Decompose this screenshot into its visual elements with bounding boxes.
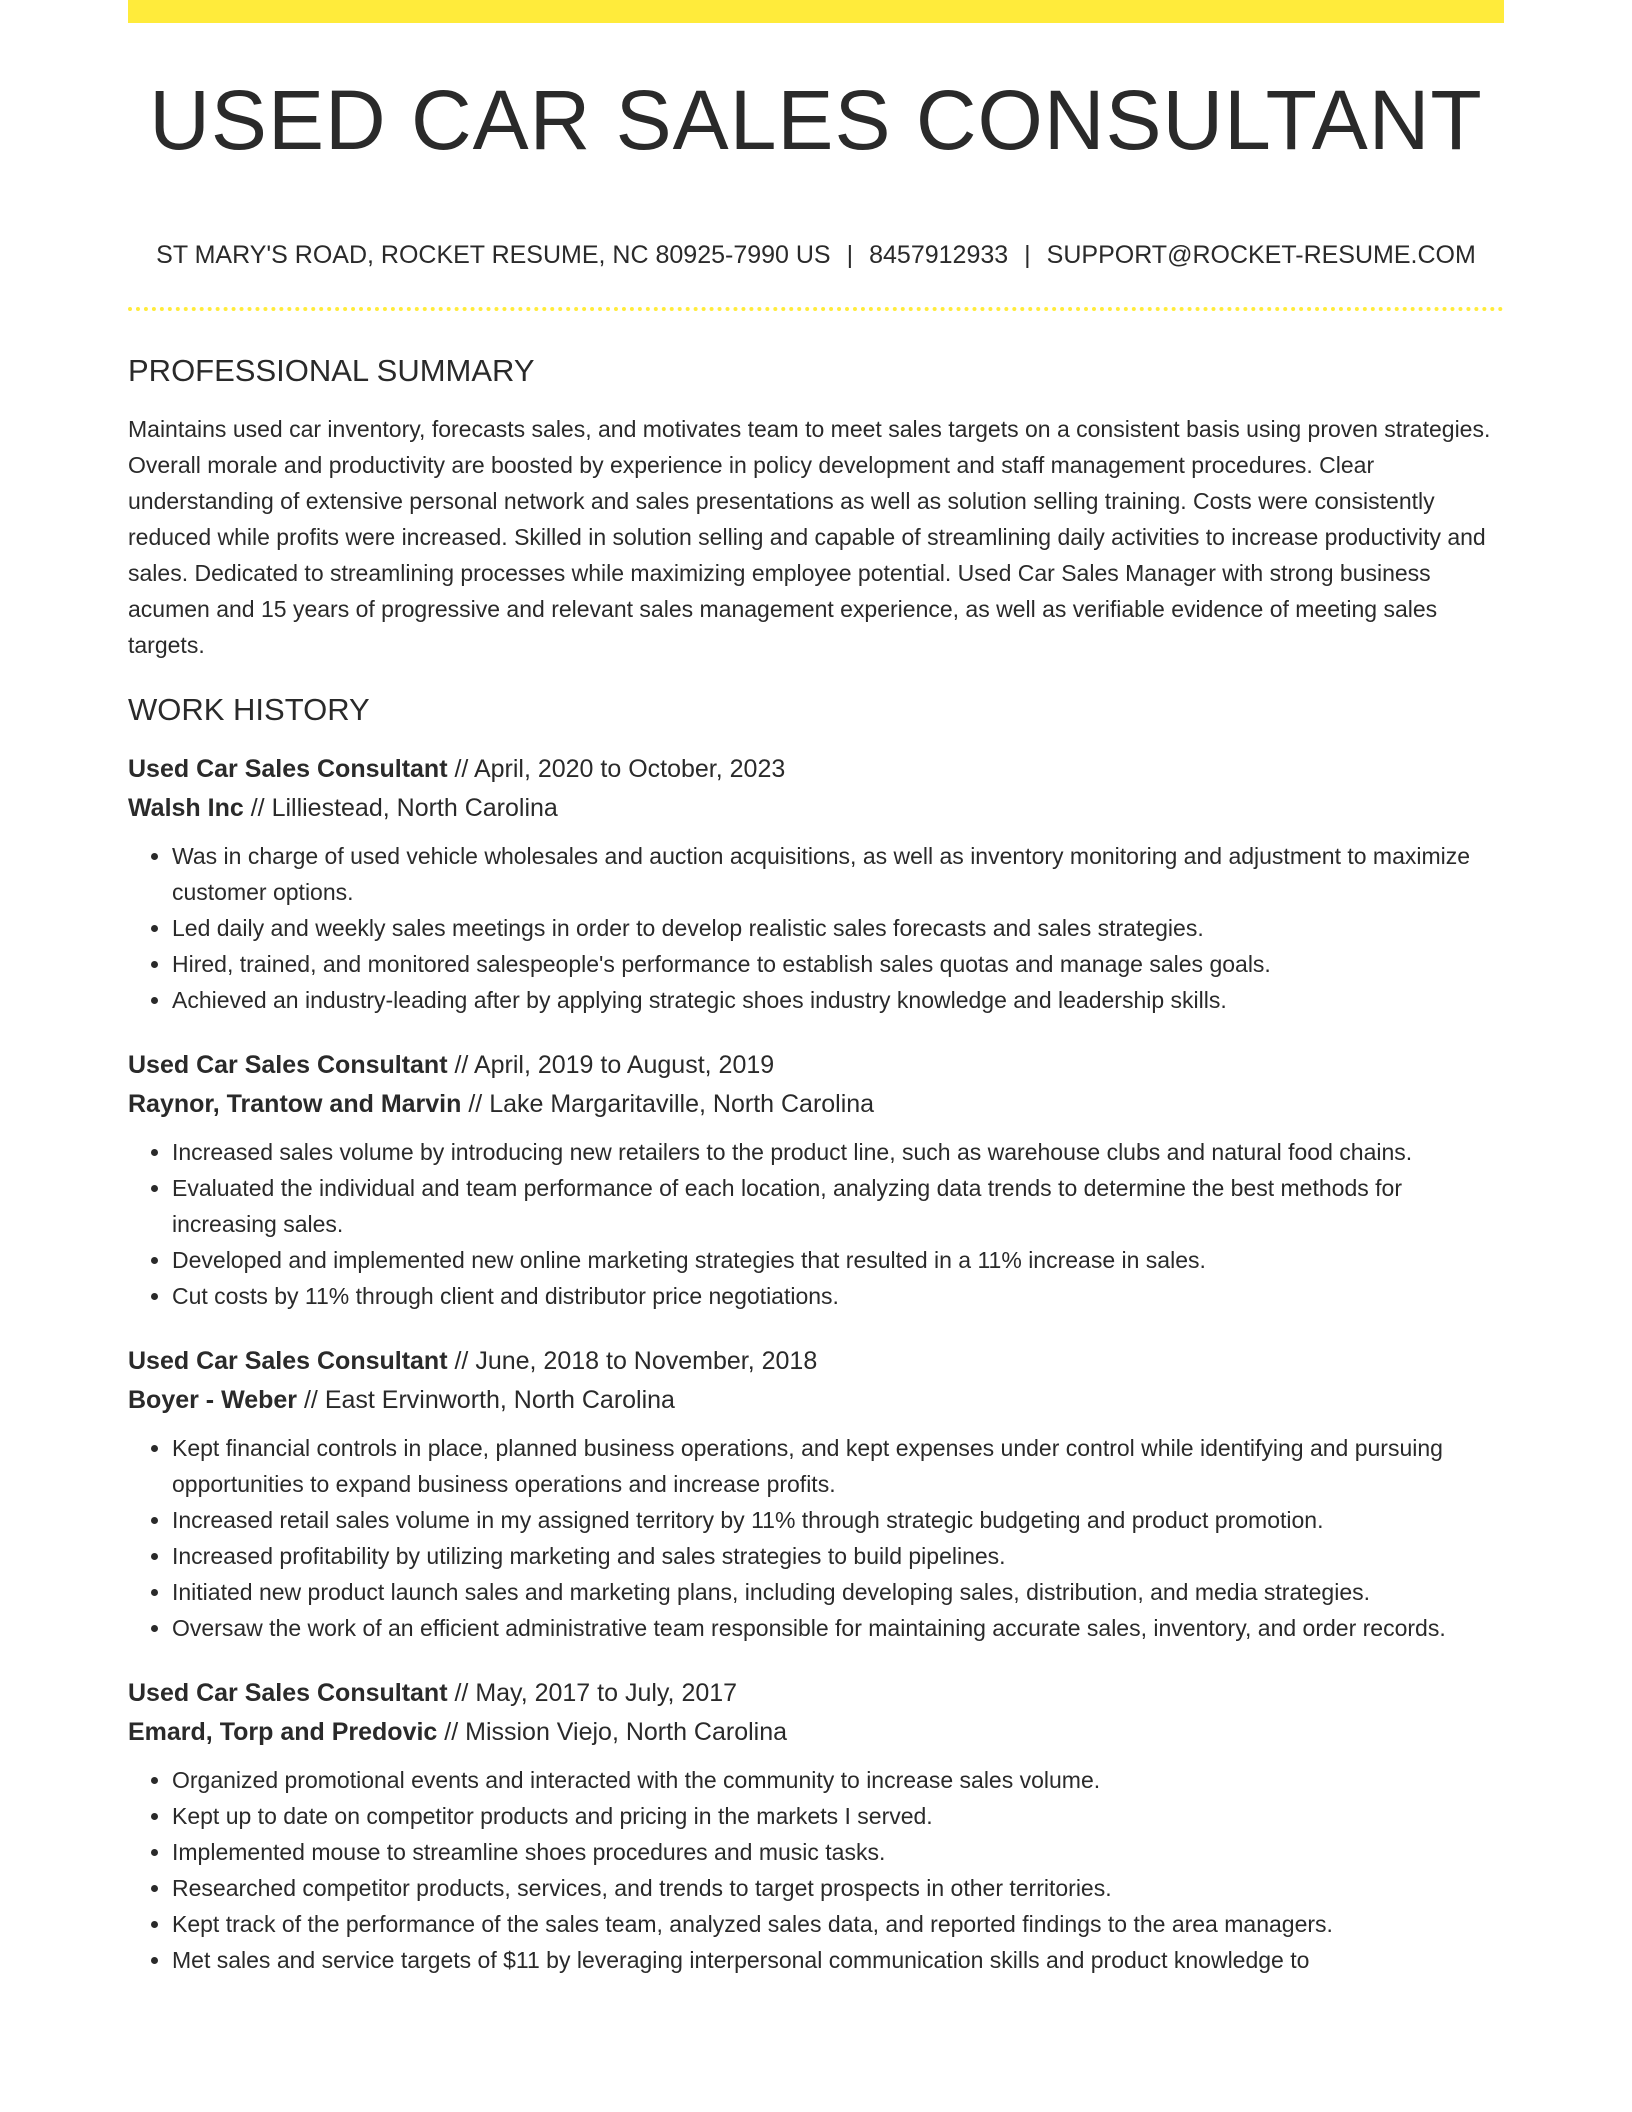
work-history-list (128, 750, 1504, 1978)
job-bullet: • Developed and implemented new online marketing strategies that resulted in a 11% increase in sales. (172, 1242, 1504, 1278)
job-location: Lake Margaritaville, North Carolina (489, 1090, 875, 1119)
work-history-heading: WORK HISTORY (128, 692, 370, 728)
job-bullet: • Achieved an industry-leading after by applying strategic shoes industry knowledge and leadership skills. (172, 982, 1504, 1018)
job-bullet: • Kept track of the performance of the sales team, analyzed sales data, and reported findings to the area managers. (172, 1906, 1504, 1942)
contact-address: ST MARY'S ROAD, ROCKET RESUME, NC 80925-7990 US (156, 241, 831, 269)
job-role-line (128, 750, 1504, 789)
summary-text: Maintains used car inventory, forecasts sales, and motivates team to meet sales targets on a consistent basis using proven strategies. Overall morale and productivity are boosted by experience in policy development and staff management procedures. Clear understanding of extensive personal network and sales presentations as well as solution selling training. Costs were consistently reduced while profits were increased. Skilled in solution selling and capable of streamlining daily activities to increase productivity and sales. Dedicated to streamlining processes while maximizing employee potential. Used Car Sales Manager with strong business acumen and 15 years of progressive and relevant sales management experience, as well as verifiable evidence of meeting sales targets. (128, 416, 1491, 659)
job-entry (128, 1342, 1504, 1646)
job-company: Boyer - Weber (128, 1386, 298, 1415)
job-bullet: • Researched competitor products, services, and trends to target prospects in other territories. (172, 1870, 1504, 1906)
job-location: Lilliestead, North Carolina (271, 794, 558, 823)
accent-top-bar (128, 0, 1504, 23)
job-dates: April, 2020 to October, 2023 (473, 755, 786, 784)
contact-phone: 8457912933 (869, 241, 1009, 269)
contact-separator: | (1024, 241, 1031, 269)
job-dates: April, 2019 to August, 2019 (473, 1051, 775, 1080)
job-role: Used Car Sales Consultant (128, 1347, 448, 1376)
dotted-divider (128, 307, 1504, 311)
job-company: Walsh Inc (128, 794, 244, 823)
job-role-line (128, 1674, 1504, 1713)
job-delimiter: // (447, 755, 474, 784)
summary-heading: PROFESSIONAL SUMMARY (128, 353, 535, 388)
job-bullets (128, 1430, 1504, 1646)
job-bullet: • Cut costs by 11% through client and distributor price negotiations. (172, 1278, 1504, 1314)
job-delimiter: // (297, 1386, 325, 1415)
job-delimiter: // (461, 1090, 490, 1119)
job-bullet: • Kept financial controls in place, planned business operations, and kept expenses under control while identifying and pursuing opportunities to expand business operations and increase profits. (172, 1430, 1504, 1502)
job-bullet: • Led daily and weekly sales meetings in order to develop realistic sales forecasts and sales strategies. (172, 910, 1504, 946)
job-location: Mission Viejo, North Carolina (465, 1718, 788, 1747)
job-dates: June, 2018 to November, 2018 (475, 1347, 818, 1376)
contact-line (128, 240, 1504, 270)
job-role-line (128, 1046, 1504, 1085)
job-bullet: • Kept up to date on competitor products and pricing in the markets I served. (172, 1798, 1504, 1834)
job-entry (128, 750, 1504, 1018)
job-dates: May, 2017 to July, 2017 (475, 1679, 738, 1708)
job-bullets (128, 1134, 1504, 1314)
job-role: Used Car Sales Consultant (128, 755, 448, 784)
job-bullet: • Evaluated the individual and team performance of each location, analyzing data trends to determine the best methods for increasing sales. (172, 1170, 1504, 1242)
job-company: Emard, Torp and Predovic (128, 1718, 438, 1747)
job-role: Used Car Sales Consultant (128, 1051, 448, 1080)
job-bullets (128, 1762, 1504, 1978)
job-company-line (128, 1381, 1504, 1420)
job-role: Used Car Sales Consultant (128, 1679, 448, 1708)
job-bullet: • Met sales and service targets of $11 by leveraging interpersonal communication skills and product knowledge to (172, 1942, 1504, 1978)
job-company-line (128, 1085, 1504, 1124)
contact-separator: | (846, 241, 854, 269)
job-location: East Ervinworth, North Carolina (324, 1386, 675, 1415)
job-company-line (128, 1713, 1504, 1752)
job-entry (128, 1674, 1504, 1978)
job-delimiter: // (437, 1718, 466, 1747)
job-role-line (128, 1342, 1504, 1381)
job-bullet: • Increased sales volume by introducing new retailers to the product line, such as warehouse clubs and natural food chains. (172, 1134, 1504, 1170)
resume-title: USED CAR SALES CONSULTANT (149, 73, 1483, 167)
job-delimiter: // (447, 1679, 476, 1708)
job-company-line (128, 789, 1504, 828)
job-bullet: • Was in charge of used vehicle wholesales and auction acquisitions, as well as inventory monitoring and adjustment to maximize customer options. (172, 838, 1504, 910)
job-bullet: • Increased profitability by utilizing marketing and sales strategies to build pipelines. (172, 1538, 1504, 1574)
job-bullet: • Implemented mouse to streamline shoes procedures and music tasks. (172, 1834, 1504, 1870)
contact-email: SUPPORT@ROCKET-RESUME.COM (1046, 241, 1476, 269)
job-bullet: • Hired, trained, and monitored salespeople's performance to establish sales quotas and manage sales goals. (172, 946, 1504, 982)
job-bullet: • Organized promotional events and interacted with the community to increase sales volume. (172, 1762, 1504, 1798)
job-company: Raynor, Trantow and Marvin (128, 1090, 462, 1119)
job-bullet: • Increased retail sales volume in my assigned territory by 11% through strategic budgeting and product promotion. (172, 1502, 1504, 1538)
job-delimiter: // (447, 1051, 474, 1080)
resume-content (128, 352, 1504, 2006)
job-bullet: • Initiated new product launch sales and marketing plans, including developing sales, distribution, and media strategies. (172, 1574, 1504, 1610)
job-delimiter: // (447, 1347, 476, 1376)
job-bullets (128, 838, 1504, 1018)
job-delimiter: // (243, 794, 272, 823)
job-bullet: • Oversaw the work of an efficient administrative team responsible for maintaining accurate sales, inventory, and order records. (172, 1610, 1504, 1646)
resume-page (128, 0, 1504, 2112)
job-entry (128, 1046, 1504, 1314)
